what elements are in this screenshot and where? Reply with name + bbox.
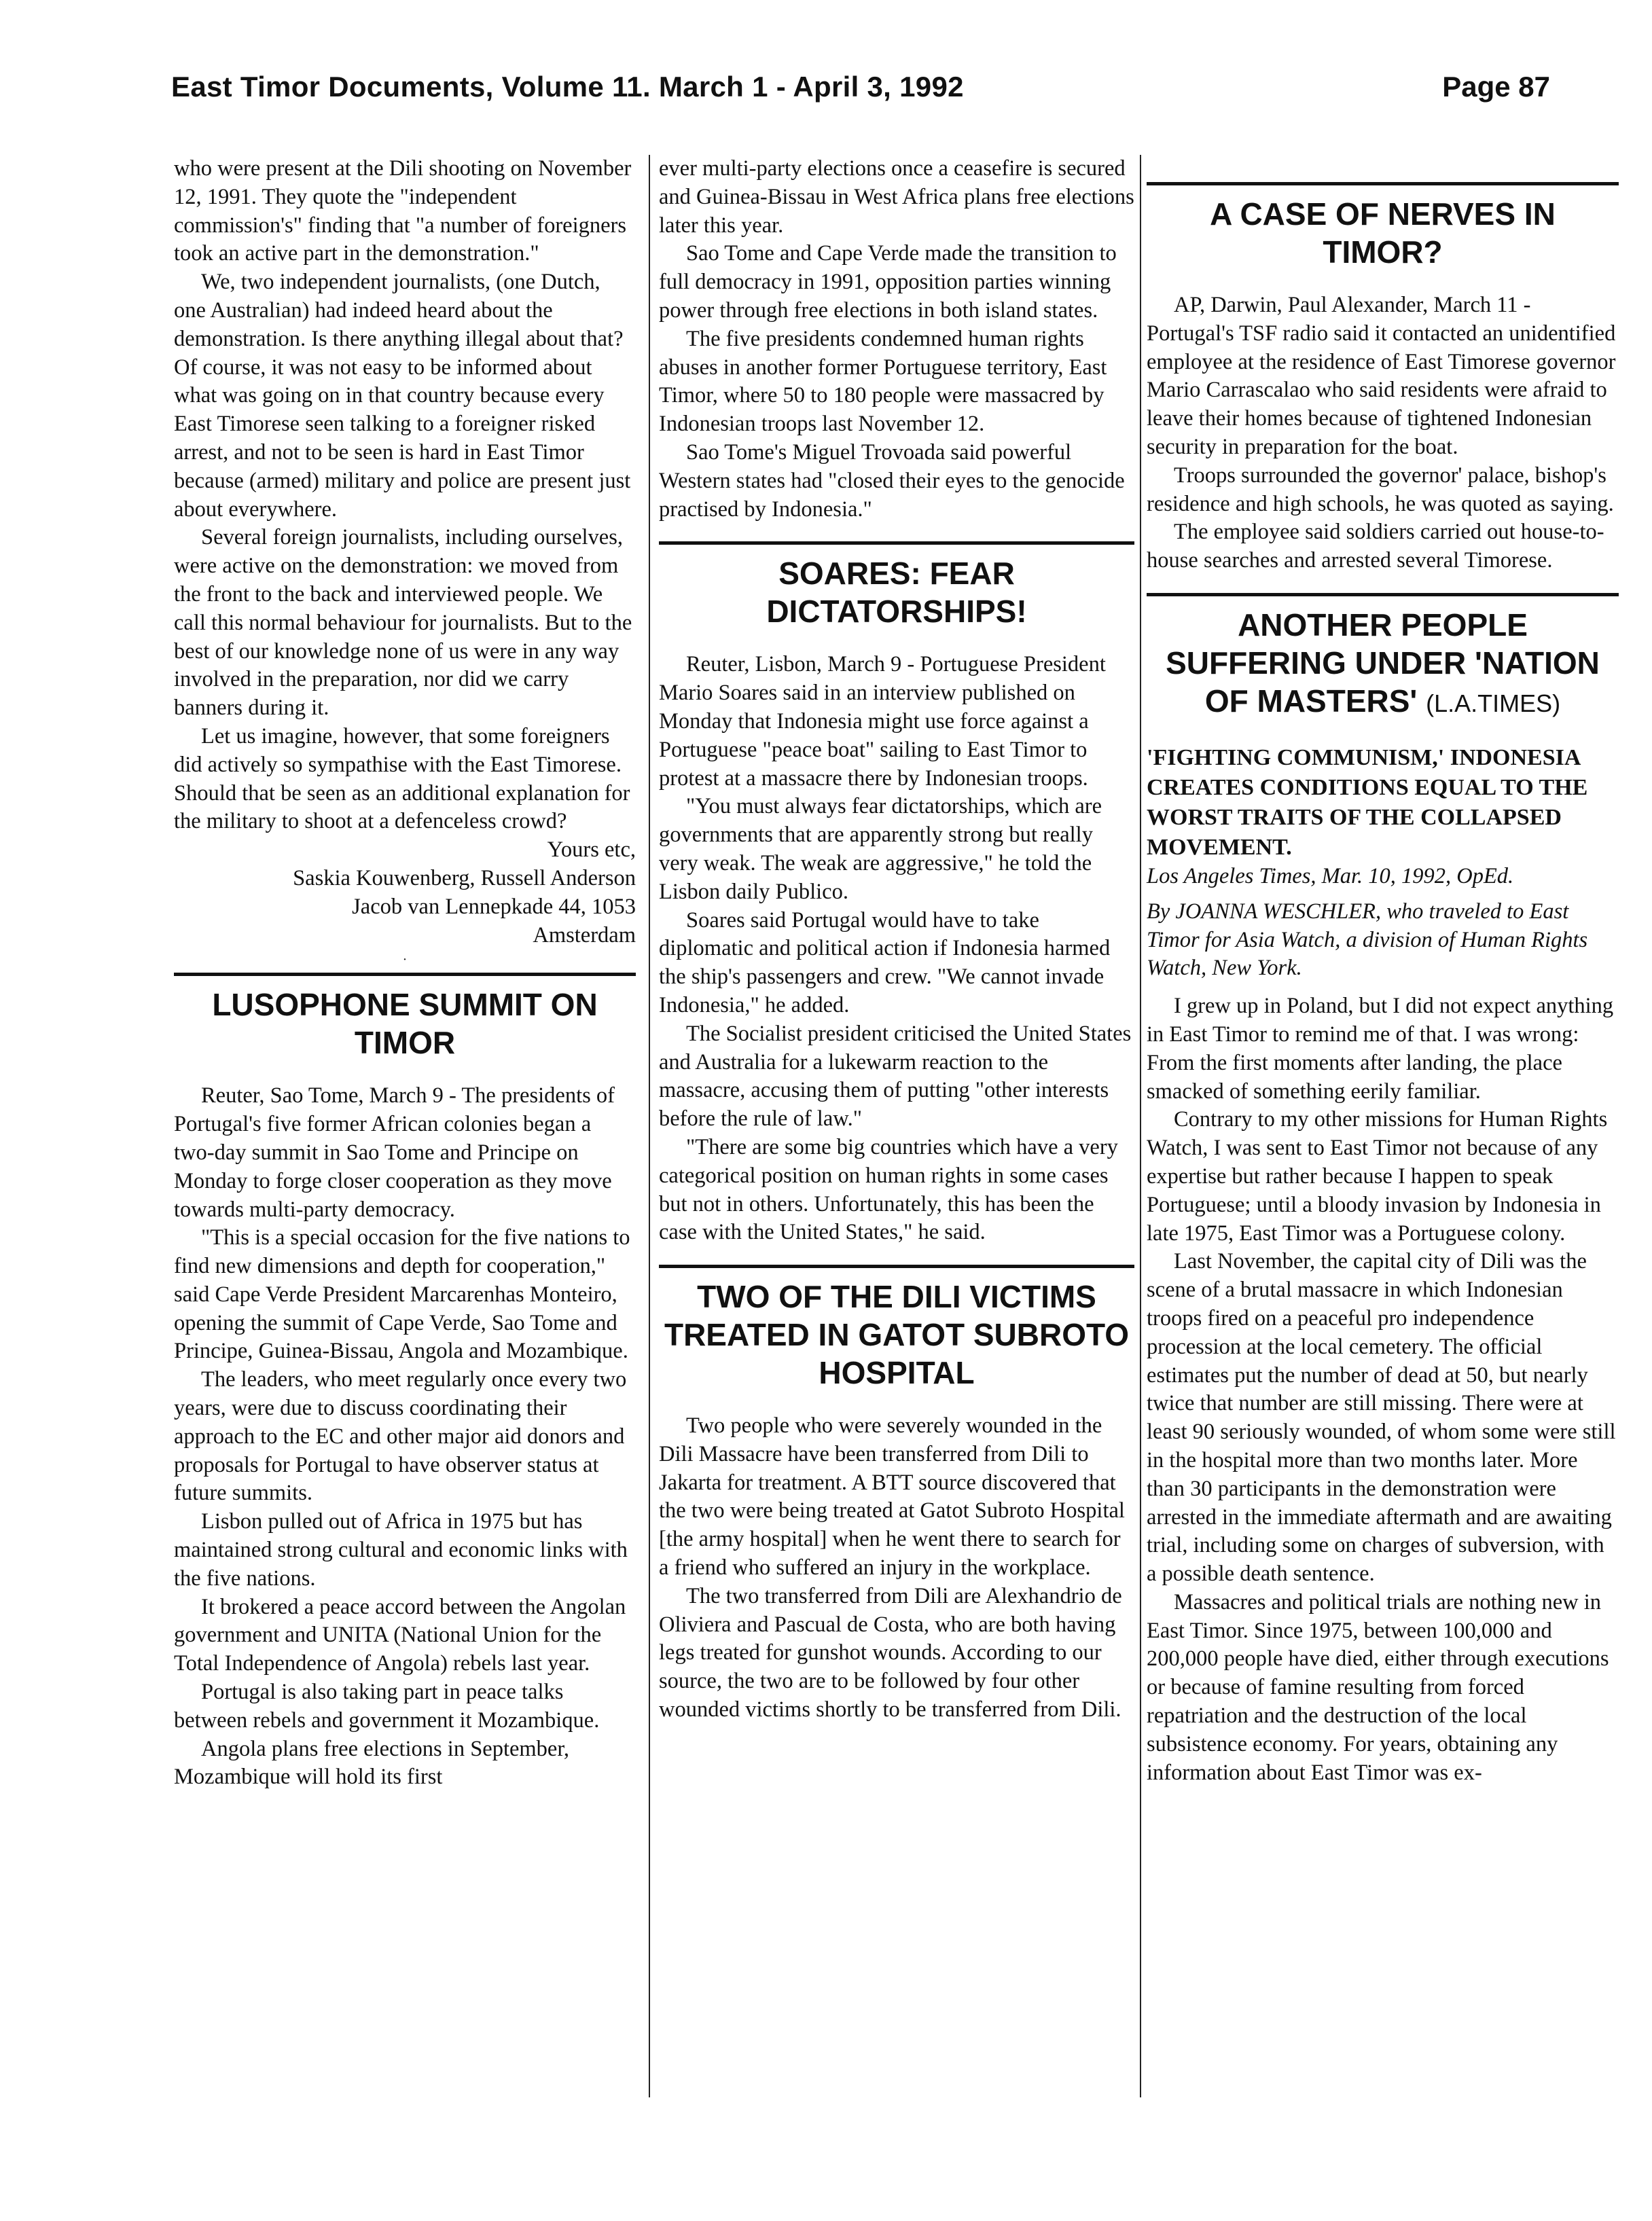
paragraph: Reuter, Sao Tome, March 9 - The presidents of Portugal's five former African colonies began a two-day summit in Sao Tome and Principe on Monday to forge closer cooperation as they move towards multi-party democracy. bbox=[174, 1083, 615, 1222]
paragraph: The two transferred from Dili are Alexhandrio de Oliviera and Pascual de Costa, who are both having legs treated for gunshot wounds. According to our source, the two are to be followed by four other wounded victims shortly to be transferred from Dili. bbox=[659, 1583, 1122, 1722]
page-header bbox=[0, 0, 1652, 122]
headline-soares: SOARES: FEAR DICTATORSHIPS! bbox=[766, 556, 1027, 630]
article-source: Los Angeles Times, Mar. 10, 1992, OpEd. bbox=[1147, 863, 1514, 888]
section-rule bbox=[1147, 182, 1619, 185]
subheadline: 'FIGHTING COMMUNISM,' INDONESIA CREATES CONDITIONS EQUAL TO THE WORST TRAITS OF THE COLLAPSED MOVEMENT. bbox=[1147, 744, 1588, 860]
paragraph: "This is a special occasion for the five nations to find new dimensions and depth for cooperation," said Cape Verde President Marcarenhas Monteiro, opening the summit of Cape Verde, Sao Tome and Principe, Guinea-Bissau, Angola and Mozambique. bbox=[174, 1225, 630, 1364]
paragraph: ever multi-party elections once a ceasefire is secured and Guinea-Bissau in West Africa plans free elections later this year. bbox=[659, 156, 1134, 238]
column-divider bbox=[1140, 155, 1141, 2097]
page-number: Page 87 bbox=[1442, 71, 1550, 103]
paragraph: I grew up in Poland, but I did not expect anything in East Timor to remind me of that. I was wrong: From the first moments after landing, the place smacked of something eerily familiar. bbox=[1147, 994, 1614, 1104]
publication-title: East Timor Documents, Volume 11. March 1 - April 3, 1992 bbox=[171, 71, 964, 103]
paragraph: Lisbon pulled out of Africa in 1975 but has maintained strong cultural and economic links with the five nations. bbox=[174, 1509, 628, 1591]
paragraph: We, two independent journalists, (one Dutch, one Australian) had indeed heard about the demonstration. Is there anything illegal about that? Of course, it was not easy to be informed about what was going on in that country because every East Timorese seen talking to a foreigner risked arrest, and not to be seen is hard in East Timor because (armed) military and police are present just about everywhere. bbox=[174, 270, 631, 522]
letter-signers: Saskia Kouwenberg, Russell Anderson bbox=[293, 865, 636, 890]
paragraph: It brokered a peace accord between the Angolan government and UNITA (National Union for the Total Independence of Angola) rebels last year. bbox=[174, 1594, 626, 1676]
headline-source: (L.A.TIMES) bbox=[1426, 689, 1561, 717]
paragraph: Several foreign journalists, including ourselves, were active on the demonstration: we moved from the front to the back and interviewed people. We call this normal behaviour for journalists. But to the best of our knowledge none of us were in any way involved in the preparation, nor did we carry banners during it. bbox=[174, 525, 632, 721]
paragraph: Sao Tome and Cape Verde made the transition to full democracy in 1991, opposition parties winning power through free elections in both island states. bbox=[659, 241, 1117, 323]
paragraph: Reuter, Lisbon, March 9 - Portuguese President Mario Soares said in an interview published on Monday that Indonesia might use force against a Portuguese "peace boat" sailing to East Timor to protest at a massacre there by Indonesian troops. bbox=[659, 652, 1106, 791]
letter-address: Jacob van Lennepkade 44, 1053 bbox=[352, 894, 636, 919]
headline-text: ANOTHER PEOPLE SUFFERING UNDER 'NATION OF MASTERS' bbox=[1166, 607, 1600, 719]
paragraph: Let us imagine, however, that some foreigners did actively so sympathise with the East Timorese. Should that be seen as an additional explanation for the military to shoot at a defenceless crowd? bbox=[174, 723, 630, 834]
stray-mark: · bbox=[402, 952, 408, 968]
paragraph: Contrary to my other missions for Human Rights Watch, I was sent to East Timor not because of any expertise but rather because I happen to speak Portuguese; until a bloody invasion by Indonesia in late 1975, East Timor was a Portuguese colony. bbox=[1147, 1107, 1608, 1246]
paragraph: The five presidents condemned human rights abuses in another former Portuguese territory, East Timor, where 50 to 180 people were massacred by Indonesian troops last November 12. bbox=[659, 326, 1107, 437]
section-rule bbox=[659, 1265, 1134, 1268]
column-divider bbox=[649, 155, 650, 2097]
paragraph: Last November, the capital city of Dili was the scene of a brutal massacre in which Indonesian troops fired on a peaceful pro independence procession at the local cemetery. The official estimates put the number of dead at 50, but nearly twice that number are still missing. There were at least 90 seriously wounded, of whom some were still in the hospital more than two months later. More than 30 participants in the demonstration were arrested in the immediate aftermath and are awaiting trial, including some on charges of subversion, with a possible death sentence. bbox=[1147, 1249, 1616, 1587]
byline: By JOANNA WESCHLER, who traveled to East Timor for Asia Watch, a division of Human Rights Watch, New York. bbox=[1147, 899, 1588, 981]
section-rule bbox=[174, 973, 636, 976]
headline-another-people bbox=[1147, 606, 1619, 723]
paragraph: AP, Darwin, Paul Alexander, March 11 - Portugal's TSF radio said it contacted an unidentified employee at the residence of East Timorese governor Mario Carrascalao who said residents were afraid to leave their homes because of tightened Indonesian security in preparation for the boat. bbox=[1147, 293, 1616, 459]
headline-case-of-nerves: A CASE OF NERVES IN TIMOR? bbox=[1210, 196, 1556, 270]
letter-signoff: Yours etc, bbox=[547, 837, 636, 863]
paragraph: Two people who were severely wounded in the Dili Massacre have been transferred from Dili to Jakarta for treatment. A BTT source discovered that the two were being treated at Gatot Subroto Hospital [the army hospital] when he went there to search for a friend who suffered an injury in the workplace. bbox=[659, 1413, 1125, 1581]
section-rule bbox=[1147, 593, 1619, 596]
paragraph: Troops surrounded the governor' palace, bishop's residence and high schools, he was quoted as saying. bbox=[1147, 463, 1614, 516]
letter-city: Amsterdam bbox=[533, 922, 636, 947]
headline-dili-victims: TWO OF THE DILI VICTIMS TREATED IN GATOT SUBROTO HOSPITAL bbox=[664, 1279, 1130, 1391]
paragraph: "You must always fear dictatorships, which are governments that are apparently strong but really very weak. The weak are aggressive," he told the Lisbon daily Publico. bbox=[659, 794, 1102, 904]
paragraph: The Socialist president criticised the United States and Australia for a lukewarm reaction to the massacre, accusing them of putting "other interests before the rule of law." bbox=[659, 1021, 1132, 1132]
paragraph: Angola plans free elections in September, Mozambique will hold its first bbox=[174, 1736, 569, 1790]
paragraph: Portugal is also taking part in peace talks between rebels and government it Mozambique. bbox=[174, 1680, 600, 1733]
section-rule bbox=[659, 541, 1134, 545]
column-3 bbox=[1147, 155, 1619, 1787]
column-2 bbox=[659, 155, 1134, 1725]
paragraph: "There are some big countries which have a very categorical position on human rights in some cases but not in others. Unfortunately, this has been the case with the United States," he said. bbox=[659, 1134, 1118, 1245]
paragraph: The leaders, who meet regularly once every two years, were due to discuss coordinating their approach to the EC and other major aid donors and proposals for Portugal to have observer status at future summits. bbox=[174, 1367, 627, 1506]
paragraph: Massacres and political trials are nothing new in East Timor. Since 1975, between 100,000 and 200,000 people have died, either through executions or because of famine resulting from forced repatriation and the destruction of the local subsistence economy. For years, obtaining any information about East Timor was ex- bbox=[1147, 1589, 1609, 1785]
paragraph: Sao Tome's Miguel Trovoada said powerful Western states had "closed their eyes to the genocide practised by Indonesia." bbox=[659, 439, 1125, 522]
paragraph: Soares said Portugal would have to take diplomatic and political action if Indonesia harmed the ship's passengers and crew. "We cannot invade Indonesia," he added. bbox=[659, 907, 1111, 1017]
paragraph: The employee said soldiers carried out house-to-house searches and arrested several Timorese. bbox=[1147, 520, 1604, 573]
headline-lusophone-summit: LUSOPHONE SUMMIT ON TIMOR bbox=[212, 987, 598, 1061]
column-1 bbox=[174, 155, 636, 1792]
paragraph: who were present at the Dili shooting on November 12, 1991. They quote the "independent commission's" finding that "a number of foreigners took an active part in the demonstration." bbox=[174, 156, 632, 266]
